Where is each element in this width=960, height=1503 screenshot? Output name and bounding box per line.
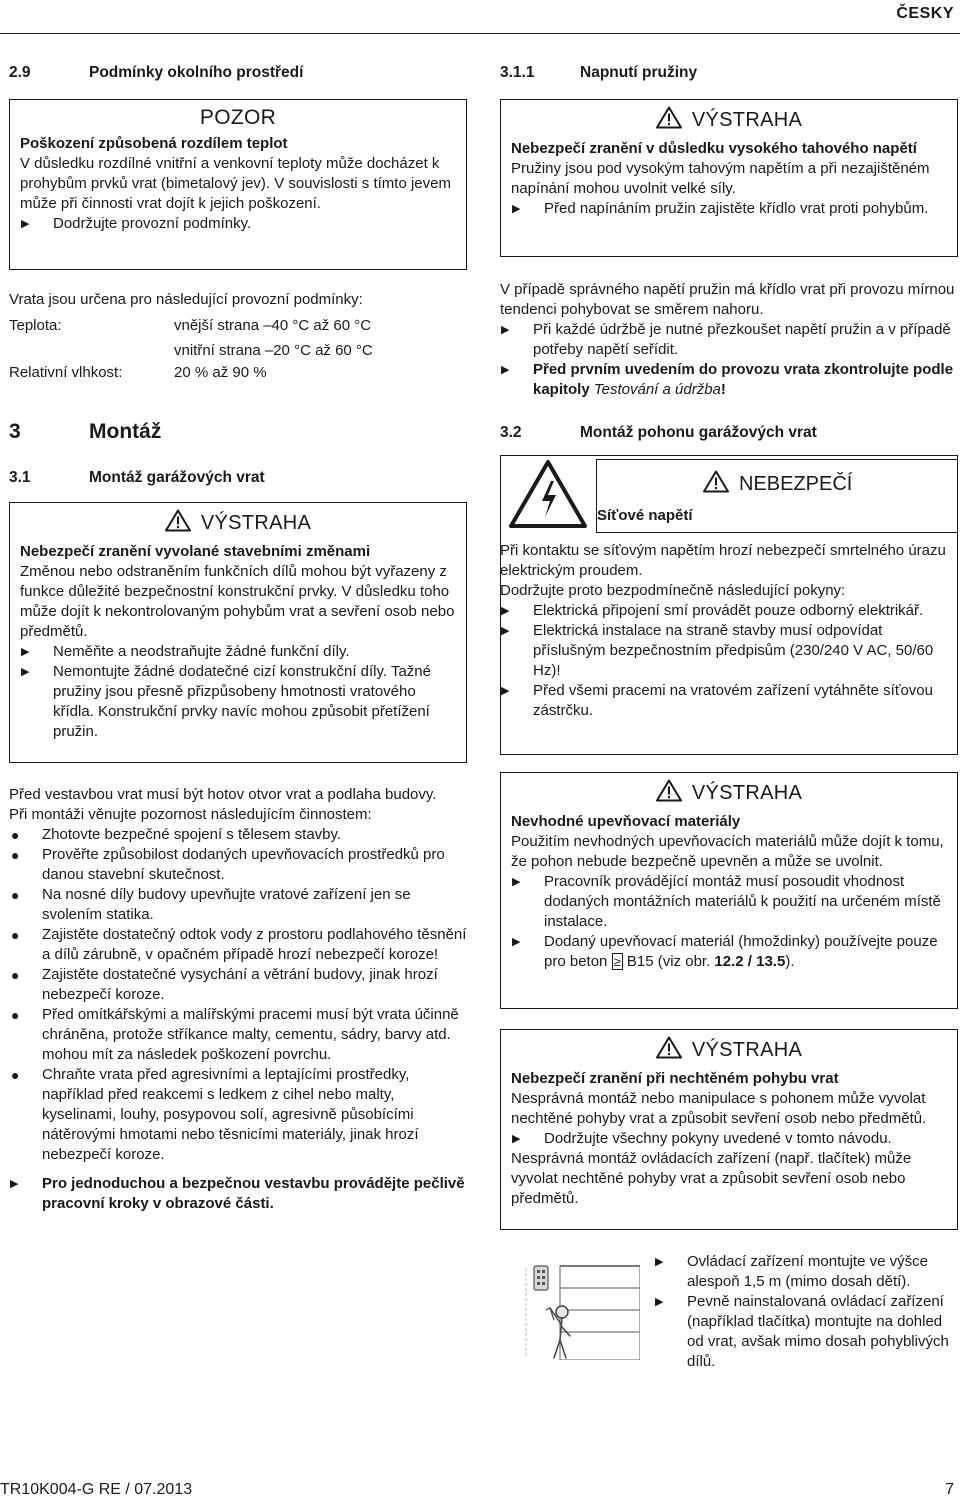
warning-title: [511, 106, 947, 135]
control-bullets: [654, 1252, 960, 1372]
section-number: 3.1.1: [500, 64, 535, 81]
warning-subtitle: Nevhodné upevňovací materiály: [511, 813, 741, 830]
arrow-bullet-icon: ▶: [655, 1296, 664, 1308]
arrow-bullet-icon: ▶: [501, 605, 510, 617]
dot-bullet-icon: ●: [11, 847, 20, 863]
spring-bullets: [500, 320, 958, 400]
list-item-text: Neměňte a neodstraňujte žádné funkční díly.: [53, 643, 350, 660]
danger-subtitle: Síťové napětí: [597, 507, 693, 524]
list-item-text: Prověřte způsobilost dodaných upevňovacích prostředků pro danou stavební skutečnost.: [42, 846, 445, 883]
spring-text: V případě správného napětí pružin má křídlo vrat při provozu mírnou tendenci pohybovat se směrem nahoru.: [500, 281, 955, 318]
arrow-bullet-icon: ▶: [512, 876, 521, 888]
prep-list: [9, 825, 467, 1165]
warning-box-fixing-material: [500, 772, 958, 1009]
list-item: [654, 1292, 960, 1372]
warning-subtitle: Nebezpečí zranění v důsledku vysokého tahového napětí: [511, 140, 917, 157]
spring-tension-info: [500, 280, 958, 400]
arrow-bullet-icon: ▶: [512, 1133, 521, 1145]
dot-bullet-icon: ●: [11, 967, 20, 983]
dot-bullet-icon: ●: [11, 1007, 20, 1023]
warning-box-unwanted-movement: [500, 1029, 958, 1230]
temperature-inner-row: [9, 341, 467, 361]
language-label: ČESKY: [896, 5, 954, 22]
warning-triangle-icon: [703, 470, 729, 499]
list-item-text: Chraňte vrata před agresivními a leptajícími prostředky, například před reakcemi s ledkem z cihel nebo malty, kyselinami, louhy, posypovou solí, agresivně působícími nátěrovými hmotami nebo těsnicími materiály, jinak hrozí nebezpečí koroze.: [42, 1066, 419, 1163]
warning-text: Použitím nevhodných upevňovacích materiálů může dojít k tomu, že pohon nebude bezpečně upevněn a může se uvolnit.: [511, 833, 944, 870]
warning-text-2: Nesprávná montáž ovládacích zařízení (např. tlačítek) může vyvolat nechtěné pohyby vrat a způsobit sevření osob nebo předmětů.: [511, 1150, 912, 1207]
high-voltage-icon: [508, 459, 586, 529]
arrow-bullet-icon: ▶: [21, 666, 30, 678]
prep-paragraph-1: Před vestavbou vrat musí být hotov otvor vrat a podlaha budovy.: [9, 786, 437, 803]
list-item-text: Elektrická instalace na straně stavby musí odpovídat příslušným bezpečnostním předpisům (230/240 V AC, 50/60 Hz)!: [533, 622, 934, 679]
section-number: 3: [9, 420, 21, 443]
list-item-text: Dodržujte všechny pokyny uvedené v tomto návodu.: [544, 1130, 892, 1147]
danger-text-2: Dodržujte proto bezpodmínečně následující pokyny:: [500, 582, 846, 599]
pozor-notice-box: [9, 99, 467, 270]
warning-triangle-icon: [165, 509, 191, 538]
section-title: Montáž: [89, 420, 162, 443]
list-item-text: Nemontujte žádné dodatečné cizí konstrukční díly. Tažné pružiny jsou přesně přizpůsobeny hmotnosti vratového křídla. Konstrukční prvky navíc mohou způsobit přetížení pružin.: [53, 663, 431, 740]
list-item: [500, 621, 958, 681]
humidity-value: 20 % až 90 %: [174, 364, 267, 381]
section-3-1-1-heading: [500, 63, 697, 83]
list-item: [9, 825, 467, 845]
arrow-bullet-icon: ▶: [501, 685, 510, 697]
warning-bullets: [511, 1129, 947, 1149]
list-item-text: B15 (viz obr.: [622, 953, 715, 970]
list-item: [20, 662, 456, 742]
danger-section: [500, 455, 958, 755]
danger-text-1: Při kontaktu se síťovým napětím hrozí nebezpečí smrtelného úrazu elektrickým proudem.: [500, 542, 946, 579]
arrow-bullet-icon: ▶: [21, 218, 30, 230]
prep-paragraph-2: Při montáži věnujte pozornost následujícím činnostem:: [9, 806, 372, 823]
list-item: [500, 601, 958, 621]
section-title: Montáž pohonu garážových vrat: [580, 424, 817, 441]
warning-title-text: VÝSTRAHA: [691, 782, 803, 804]
pozor-bullets: [20, 214, 456, 234]
warning-bullets: [511, 872, 947, 972]
warning-text: Pružiny jsou pod vysokým tahovým napětím a při nezajištěném napínání mohou uvolnit velké síly.: [511, 160, 930, 197]
list-item: [20, 642, 456, 662]
list-item: [9, 885, 467, 925]
installation-prep: [9, 785, 467, 1214]
list-item: [500, 320, 958, 360]
dot-bullet-icon: ●: [11, 927, 20, 943]
list-item: [9, 845, 467, 885]
warning-triangle-icon: [656, 106, 682, 135]
list-item-text: Zhotovte bezpečné spojení s tělesem stavby.: [42, 826, 342, 843]
list-item-text: Před napínáním pružin zajistěte křídlo vrat proti pohybům.: [544, 200, 929, 217]
list-item: [511, 1129, 947, 1149]
warning-box-spring: [500, 99, 958, 257]
warning-title: [511, 1036, 947, 1065]
list-item-text: Před všemi pracemi na vratovém zařízení vytáhněte síťovou zástrčku.: [533, 682, 933, 719]
section-title: Napnutí pružiny: [580, 64, 698, 81]
list-item: [500, 681, 958, 721]
list-item: [9, 965, 467, 1005]
list-item-text: Při každé údržbě je nutné přezkoušet napětí pružin a v případě potřeby napětí seřídit.: [533, 321, 951, 358]
page-number: 7: [945, 1481, 954, 1498]
list-item-text: Dodaný upevňovací materiál (hmoždinky) používejte pouze pro beton: [544, 933, 938, 970]
pozor-text: V důsledku rozdílné vnitřní a venkovní teploty může docházet k prohybům prvků vrat (bimetalový jev). V souvislosti s tímto jevem může při činnosti vrat dojít k jejich poškození.: [20, 155, 451, 212]
section-title: Montáž garážových vrat: [89, 469, 265, 486]
warning-triangle-icon: [656, 1036, 682, 1065]
list-item-text: Pro jednoduchou a bezpečnou vestavbu provádějte pečlivě pracovní kroky v obrazové části.: [42, 1175, 465, 1212]
arrow-bullet-icon: ▶: [512, 936, 521, 948]
list-item: [511, 199, 947, 219]
warning-box-structural: [9, 502, 467, 763]
document-code: TR10K004-G RE / 07.2013: [0, 1481, 193, 1498]
warning-title: [511, 779, 947, 808]
prep-final-list: [9, 1174, 467, 1214]
list-item-end: !: [720, 381, 726, 398]
danger-bullets: [500, 601, 958, 721]
temperature-inner: vnitřní strana –20 °C až 60 °C: [174, 342, 373, 359]
list-item-text: Pevně nainstalovaná ovládací zařízení (například tlačítka) montujte na dohled od vrat, avšak mimo dosah pohyblivých dílů.: [687, 1293, 949, 1370]
list-item: [9, 925, 467, 965]
danger-title: [703, 470, 852, 499]
control-height-illustration: [520, 1248, 640, 1360]
dot-bullet-icon: ●: [11, 827, 20, 843]
list-item-text: Zajistěte dostatečné vysychání a větrání budovy, jinak hrozí nebezpečí koroze.: [42, 966, 438, 1003]
list-item-text: Ovládací zařízení montujte ve výšce alespoň 1,5 m (mimo dosah dětí).: [687, 1253, 928, 1290]
list-item: [20, 214, 456, 234]
list-item-end: ).: [785, 953, 795, 970]
section-title: Podmínky okolního prostředí: [89, 64, 304, 81]
list-item-text: Před prvním uvedením do provozu vrata zkontrolujte podle kapitoly: [533, 361, 954, 398]
header-divider: [0, 33, 960, 34]
temperature-outer: vnější strana –40 °C až 60 °C: [174, 317, 372, 334]
arrow-bullet-icon: ▶: [10, 1178, 19, 1190]
list-item: [511, 872, 947, 932]
pozor-subtitle: Poškození způsobená rozdílem teplot: [20, 135, 288, 152]
danger-header-box: [596, 459, 958, 533]
warning-title-text: VÝSTRAHA: [691, 1039, 803, 1061]
control-device-bullets: [654, 1252, 960, 1372]
warning-bullets: [20, 642, 456, 742]
list-item: [511, 932, 947, 972]
danger-body: [500, 541, 958, 721]
temperature-label: Teplota:: [9, 317, 62, 334]
section-3-heading: [9, 422, 161, 442]
section-2-9-heading: [9, 63, 303, 83]
warning-subtitle: Nebezpečí zranění při nechtěném pohybu vrat: [511, 1070, 839, 1087]
section-3-1-heading: [9, 468, 265, 488]
warning-subtitle: Nebezpečí zranění vyvolané stavebními změnami: [20, 543, 371, 560]
list-item-text: Elektrická připojení smí provádět pouze odborný elektrikář.: [533, 602, 924, 619]
warning-bullets: [511, 199, 947, 219]
list-item-text: Před omítkářskými a malířskými pracemi musí být vrata účinně chráněna, protože stříkance malty, cementu, sádry, barvy atd. mohou mít za následek poškození povrchu.: [42, 1006, 459, 1063]
list-item: [9, 1065, 467, 1165]
dot-bullet-icon: ●: [11, 887, 20, 903]
warning-title: [20, 509, 456, 538]
pozor-title: POZOR: [199, 106, 277, 129]
warning-title-text: VÝSTRAHA: [200, 512, 312, 534]
warning-text-1: Nesprávná montáž nebo manipulace s pohonem může vyvolat nechtěné pohyby vrat a způsobit sevření osob nebo předmětů.: [511, 1090, 927, 1127]
arrow-bullet-icon: ▶: [501, 625, 510, 637]
list-item-text: Na nosné díly budovy upevňujte vratové zařízení jen se svolením statika.: [42, 886, 411, 923]
arrow-bullet-icon: ▶: [501, 364, 510, 376]
section-3-2-heading: [500, 423, 817, 443]
list-item-text: Pracovník provádějící montáž musí posoudit vhodnost dodaných montážních materiálů k použití na určeném místě instalace.: [544, 873, 941, 930]
arrow-bullet-icon: ▶: [21, 646, 30, 658]
list-item: [9, 1005, 467, 1065]
list-item-text: Dodržujte provozní podmínky.: [53, 215, 252, 232]
warning-title-text: VÝSTRAHA: [691, 109, 803, 131]
humidity-label: Relativní vlhkost:: [9, 364, 123, 381]
section-number: 3.2: [500, 424, 522, 441]
arrow-bullet-icon: ▶: [512, 203, 521, 215]
section-number: 3.1: [9, 469, 31, 486]
warning-text: Změnou nebo odstraněním funkčních dílů mohou být vyřazeny z funkce důležité bezpečnostní konstrukční prvky. V důsledku toho může dojít k nekontrolovaným pohybům vrat a sevření osob nebo předmětů.: [20, 563, 455, 640]
list-item: [654, 1252, 960, 1292]
list-item: [500, 360, 958, 400]
dot-bullet-icon: ●: [11, 1067, 20, 1083]
list-item-text: Zajistěte dostatečný odtok vody z prostoru podlahového těsnění a dílů zárubně, v opačném případě hrozí nebezpečí koroze!: [42, 926, 467, 963]
section-number: 2.9: [9, 64, 31, 81]
temperature-row: [9, 316, 467, 336]
figure-reference: 12.2 / 13.5: [714, 953, 786, 970]
conditions-intro: Vrata jsou určena pro následující provozní podmínky:: [9, 291, 363, 308]
arrow-bullet-icon: ▶: [501, 324, 510, 336]
list-item: [9, 1174, 467, 1214]
chapter-reference: Testování a údržba: [593, 381, 721, 398]
humidity-row: [9, 363, 467, 383]
greater-equal-symbol: ≥: [613, 954, 621, 969]
warning-triangle-icon: [656, 779, 682, 808]
operating-conditions: [9, 290, 467, 383]
arrow-bullet-icon: ▶: [655, 1256, 664, 1268]
danger-title-text: NEBEZPEČÍ: [739, 473, 853, 495]
